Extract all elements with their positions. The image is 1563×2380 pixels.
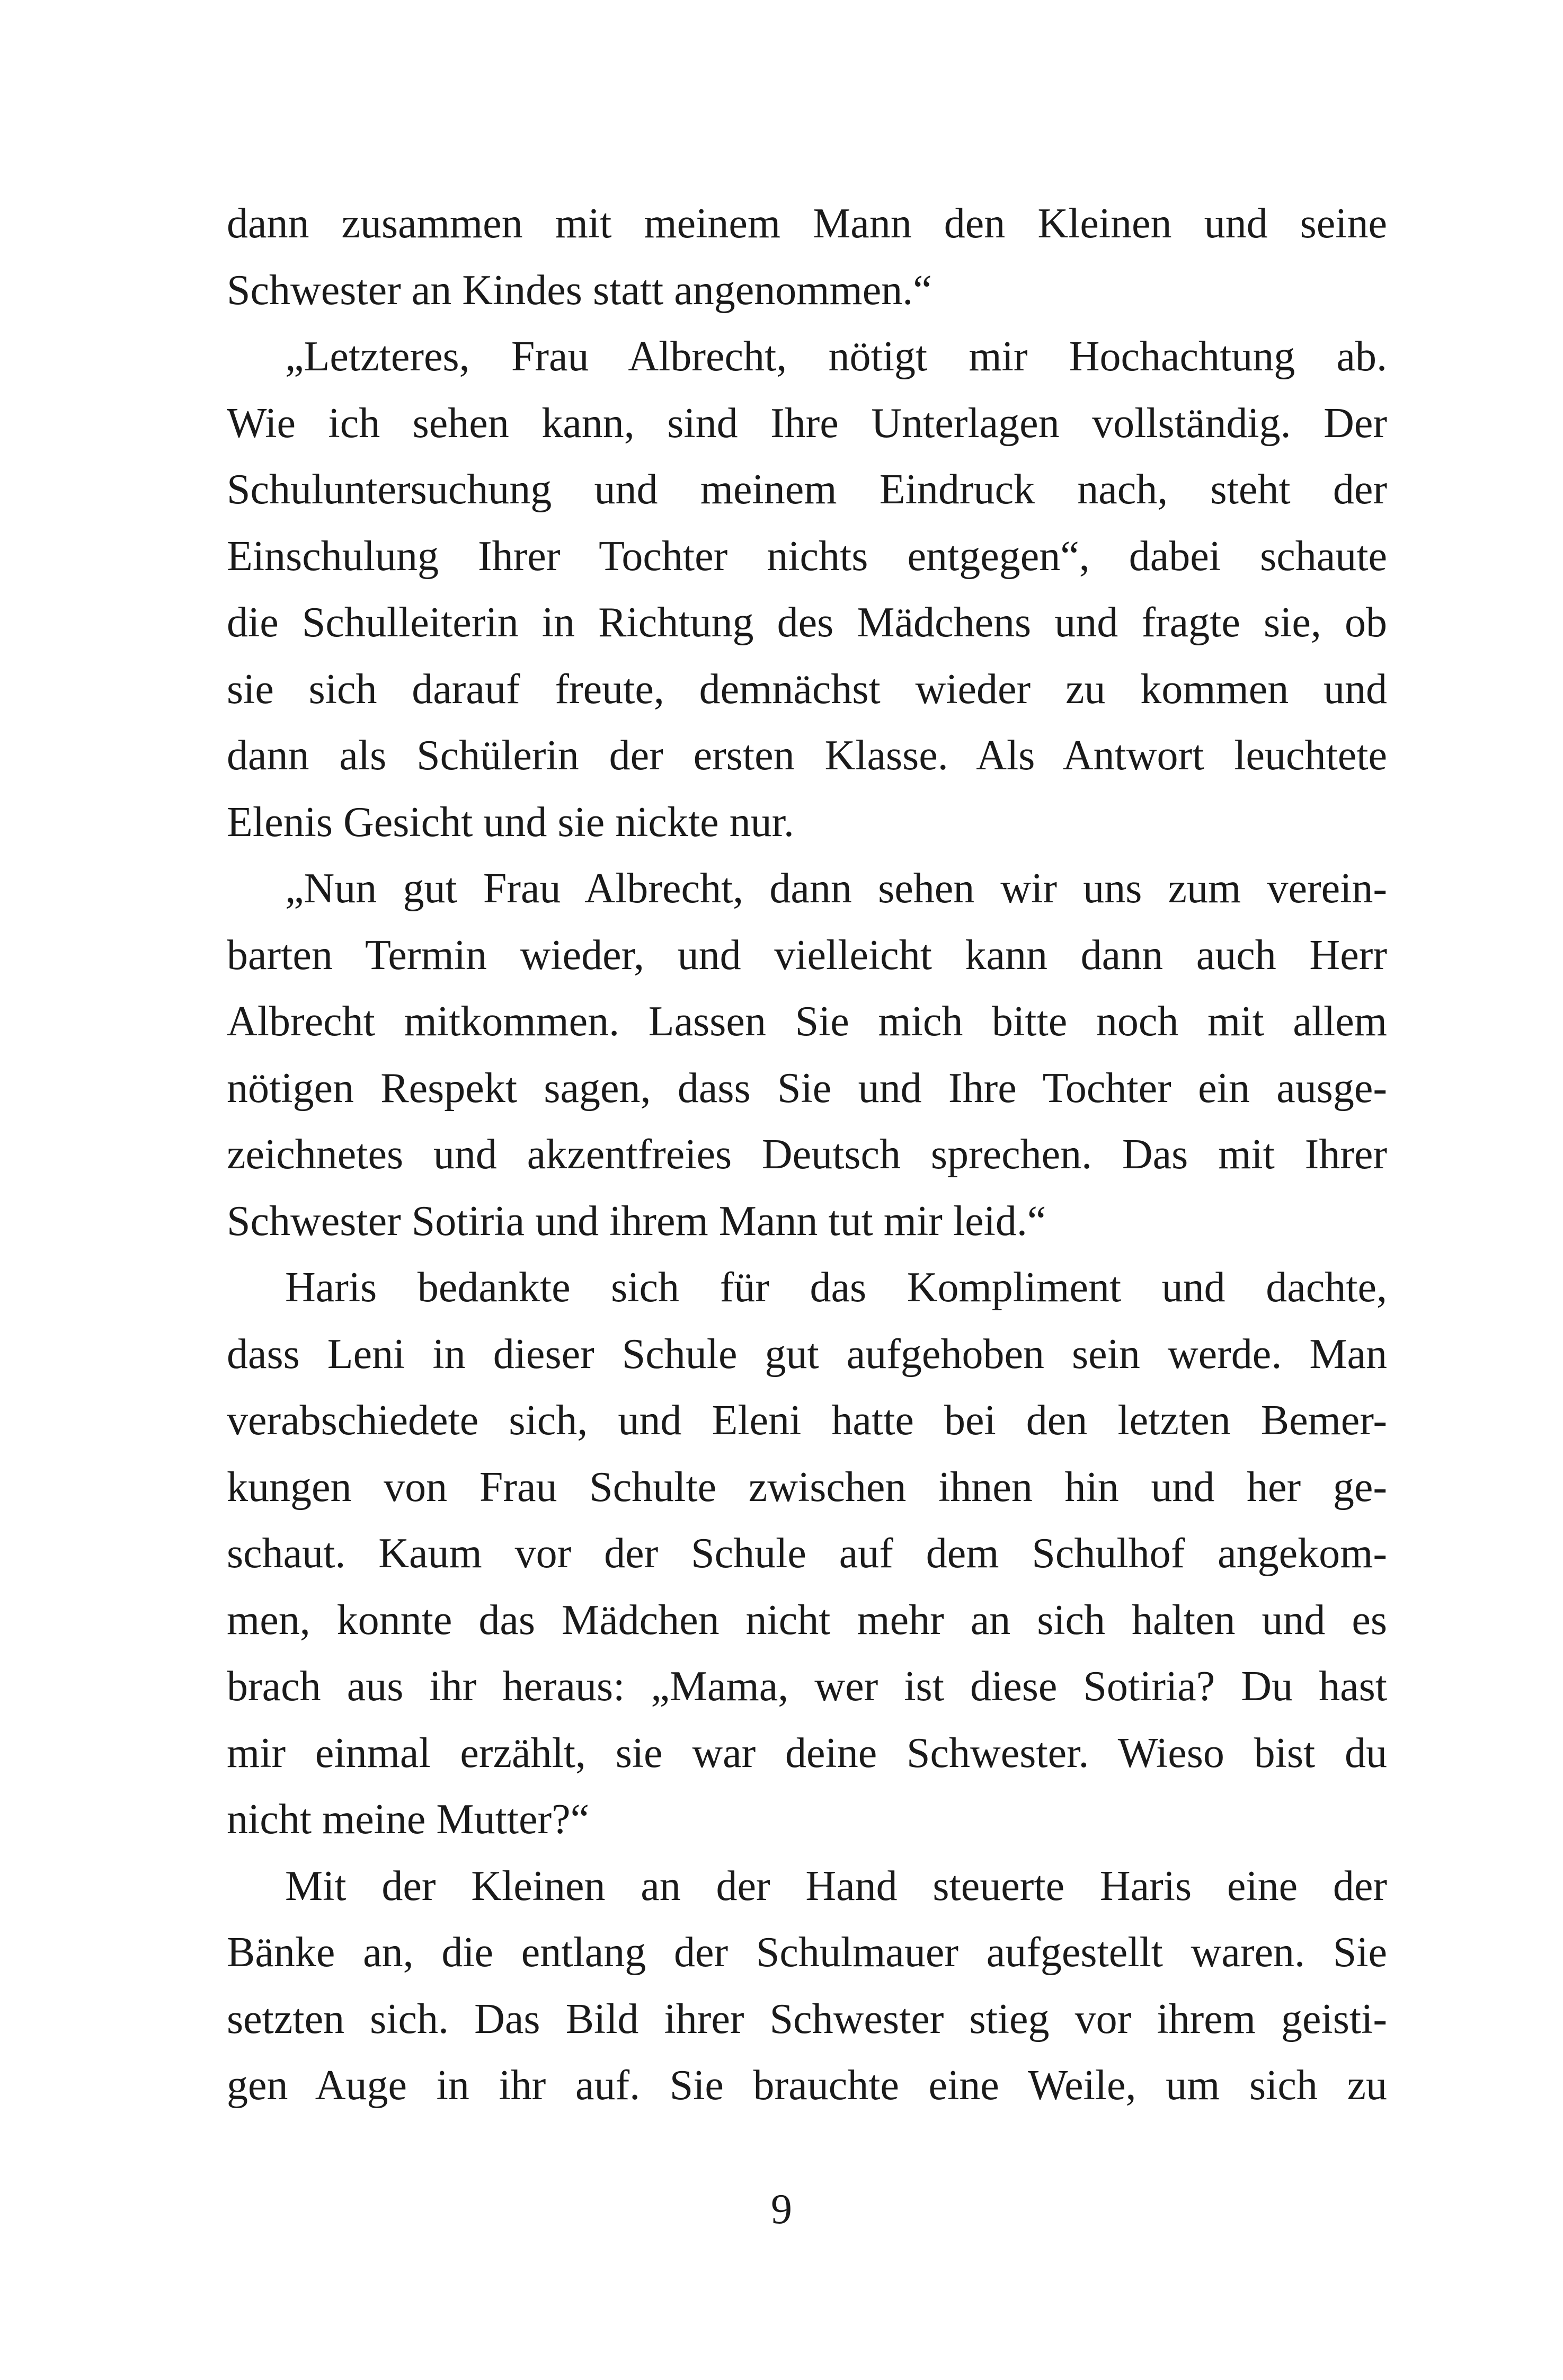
text-line: Elenis Gesicht und sie nickte nur. <box>227 798 794 846</box>
body-text <box>227 191 1387 2119</box>
text-line: barten Termin wieder, und vielleicht kann dann auch Herr <box>227 931 1387 979</box>
text-line: die Schulleiterin in Richtung des Mädchens und fragte sie, ob <box>227 599 1387 646</box>
text-line: „Nun gut Frau Albrecht, dann sehen wir uns zum verein- <box>285 865 1387 912</box>
text-line: nicht meine Mutter?“ <box>227 1796 590 1843</box>
text-line: Albrecht mitkommen. Lassen Sie mich bitte noch mit allem <box>227 998 1387 1045</box>
text-line: gen Auge in ihr auf. Sie brauchte eine Weile, um sich zu <box>227 2062 1387 2109</box>
text-line: Einschulung Ihrer Tochter nichts entgegen“, dabei schaute <box>227 532 1387 580</box>
text-line: dann als Schülerin der ersten Klasse. Als Antwort leuchtete <box>227 732 1387 779</box>
text-line: Haris bedankte sich für das Kompliment und dachte, <box>285 1264 1387 1311</box>
text-line: nötigen Respekt sagen, dass Sie und Ihre Tochter ein ausge- <box>227 1064 1387 1112</box>
text-line: dann zusammen mit meinem Mann den Kleinen und seine <box>227 200 1387 247</box>
text-line: Schwester an Kindes statt angenommen.“ <box>227 267 932 314</box>
text-line: sie sich darauf freute, demnächst wieder zu kommen und <box>227 665 1387 713</box>
text-line: brach aus ihr heraus: „Mama, wer ist diese Sotiria? Du hast <box>227 1663 1387 1710</box>
text-line: „Letzteres, Frau Albrecht, nötigt mir Hochachtung ab. <box>285 333 1387 380</box>
text-line: Schuluntersuchung und meinem Eindruck nach, steht der <box>227 466 1387 513</box>
text-line: zeichnetes und akzentfreies Deutsch sprechen. Das mit Ihrer <box>227 1131 1387 1178</box>
text-line: Bänke an, die entlang der Schulmauer aufgestellt waren. Sie <box>227 1929 1387 1976</box>
page-number: 9 <box>771 2186 792 2233</box>
text-line: mir einmal erzählt, sie war deine Schwester. Wieso bist du <box>227 1729 1387 1777</box>
text-line: verabschiedete sich, und Eleni hatte bei den letzten Bemer- <box>227 1397 1387 1444</box>
text-line: schaut. Kaum vor der Schule auf dem Schulhof angekom- <box>227 1530 1387 1577</box>
text-line: Mit der Kleinen an der Hand steuerte Haris eine der <box>285 1862 1387 1910</box>
text-line: men, konnte das Mädchen nicht mehr an sich halten und es <box>227 1596 1387 1644</box>
text-line: Schwester Sotiria und ihrem Mann tut mir leid.“ <box>227 1197 1046 1245</box>
text-line: Wie ich sehen kann, sind Ihre Unterlagen vollständig. Der <box>227 399 1387 447</box>
text-line: setzten sich. Das Bild ihrer Schwester stieg vor ihrem geisti- <box>227 1995 1387 2042</box>
text-line: kungen von Frau Schulte zwischen ihnen hin und her ge- <box>227 1463 1387 1511</box>
text-line: dass Leni in dieser Schule gut aufgehoben sein werde. Man <box>227 1330 1387 1378</box>
